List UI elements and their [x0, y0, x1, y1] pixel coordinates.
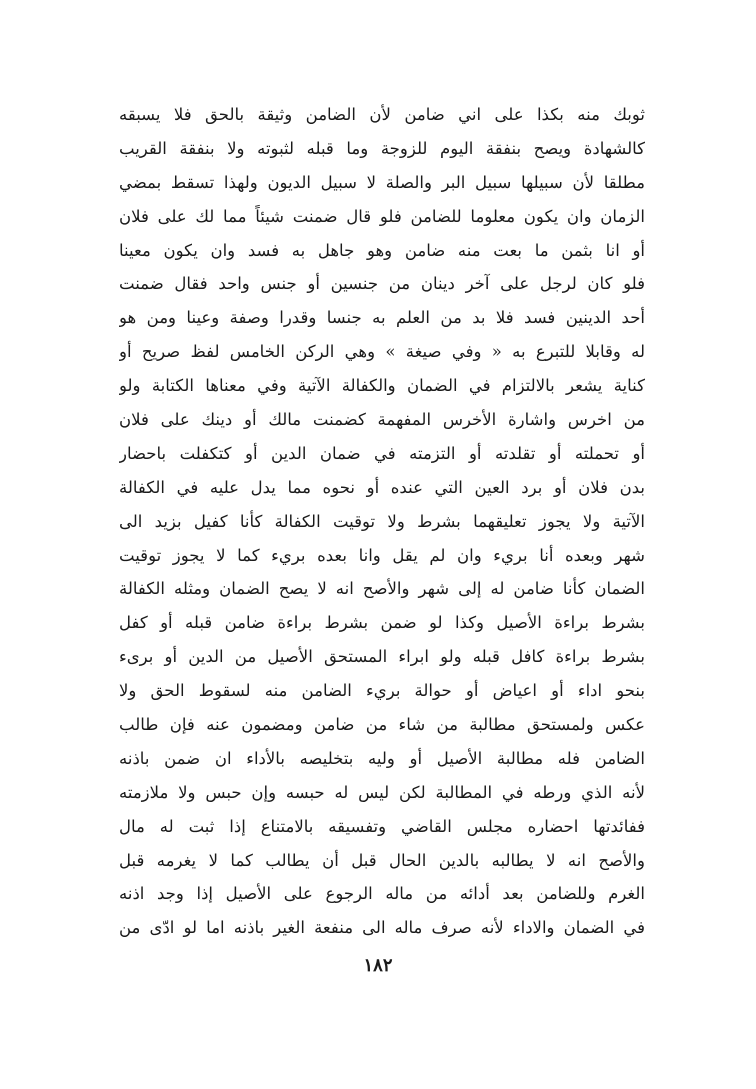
text-line: بشرط براءة الأصيل وكذا لو ضمن بشرط براءة ضامن قبله أو كفل: [119, 613, 645, 633]
text-line: الضمان كأنا ضامن له إلى شهر والأصح انه لا يصح الضمان ومثله الكفالة: [119, 579, 645, 599]
page-number: ١٨٢: [363, 955, 393, 976]
text-line: الغرم وللضامن بعد أدائه من ماله الرجوع على الأصيل إذا وجد اذنه: [119, 884, 645, 904]
text-line: مطلقا لأن سبيلها سبيل البر والصلة لا سبيل الديون ولهذا تسقط بمضي: [119, 172, 645, 192]
text-line: أو تحملته أو تقلدته أو التزمته في ضمان الدين أو كتكفلت باحضار: [119, 443, 645, 463]
text-line: أحد الدينين فسد فلا بد من العلم به جنسا وقدرا وصفة وعينا ومن هو: [119, 308, 645, 328]
text-line: والأصح انه لا يطالبه بالدين الحال قبل أن يطالب كما لا يغرمه قبل: [119, 850, 645, 870]
text-line: بدن فلان أو برد العين التي عنده أو نحوه مما يدل عليه في الكفالة: [119, 477, 645, 497]
text-line: فلو كان لرجل على آخر دينان من جنسين أو جنس واحد فقال ضمنت: [119, 274, 645, 294]
text-line: كالشهادة ويصح بنفقة اليوم للزوجة وما قبله لثبوته ولا بنفقة القريب: [119, 138, 645, 158]
text-line: في الضمان والاداء لأنه صرف ماله الى منفعة الغير باذنه اما لو ادّى من: [119, 918, 645, 938]
text-line: الضامن فله مطالبة الأصيل أو وليه بتخليصه بالأداء ان ضمن باذنه: [119, 748, 645, 768]
text-line: عكس ولمستحق مطالبة من شاء من ضامن ومضمون عنه فإن طالب: [119, 715, 645, 735]
text-line: لأنه الذي ورطه في المطالبة لكن ليس له حبسه وإن حبس ولا ملازمته: [119, 782, 645, 802]
text-line: كناية يشعر بالالتزام في الضمان والكفالة الآتية وفي معناها الكتابة ولو: [119, 376, 645, 396]
body-text: [119, 98, 645, 945]
text-line: بشرط براءة كافل قبله ولو ابراء المستحق الأصيل من الدين أو برىء: [119, 647, 645, 667]
text-line: أو انا بثمن ما بعت منه ضامن وهو جاهل به فسد وان يكون معينا: [119, 240, 645, 260]
text-line: ثوبك منه بكذا على اني ضامن لأن الضامن وثيقة بالحق فلا يسبقه: [119, 105, 645, 124]
text-line: من اخرس واشارة الأخرس المفهمة كضمنت مالك أو دينك على فلان: [119, 410, 645, 430]
text-line: بنحو اداء أو اعياض أو حوالة بريء الضامن منه لسقوط الحق ولا: [119, 681, 645, 701]
text-line: ففائدتها احضاره مجلس القاضي وتفسيقه بالامتناع إذا ثبت له مال: [119, 816, 645, 836]
text-line: له وقابلا للتبرع به « وفي صيغة » وهي الركن الخامس لفظ صريح أو: [119, 342, 645, 362]
text-line: الآتية ولا يجوز تعليقهما بشرط ولا توقيت الكفالة كأنا كفيل بزيد الى: [119, 511, 645, 531]
text-line: الزمان وان يكون معلوما للضامن فلو قال ضمنت شيئاً مما لك على فلان: [119, 206, 645, 226]
text-line: شهر وبعده أنا بريء وان لم يقل وانا بعده بريء كما لا يجوز توقيت: [119, 545, 645, 565]
